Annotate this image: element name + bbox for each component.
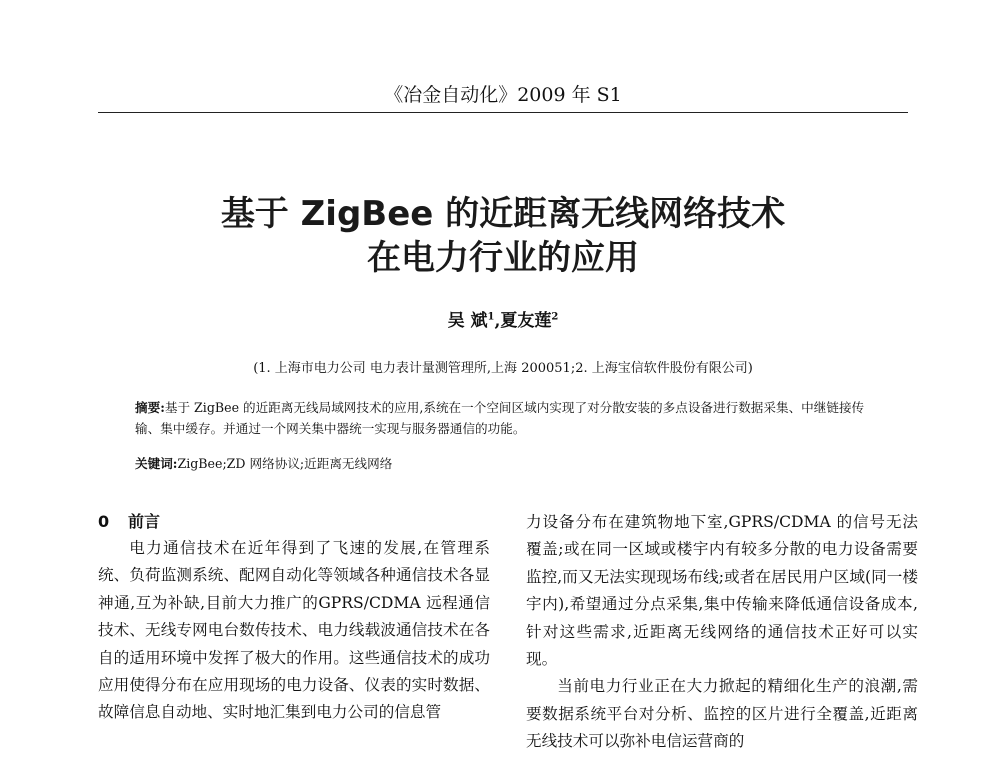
keywords-text: ZigBee;ZD 网络协议;近距离无线网络 <box>177 456 393 471</box>
affiliation: (1. 上海市电力公司 电力表计量测管理所,上海 200051;2. 上海宝信软件股份有限公司) <box>253 361 753 376</box>
body-paragraph: 电力通信技术在近年得到了飞速的发展,在管理系统、负荷监测系统、配网自动化等领域各种通信技术各显神通,互为补缺,目前大力推广的GPRS/CDMA 远程通信技术、无线专网电台数传技术、电力线载波通信技术在各自的适用环境中发挥了极大的作用。这些通信技术的成功应用使得分布在应用现场的电力设备、仪表的实时数据、故障信息自动地、实时地汇集到电力公司的信息管 <box>98 539 490 722</box>
section-title: 前言 <box>128 512 161 531</box>
title-line-1: 基于 ZigBee 的近距离无线网络技术 <box>220 194 786 234</box>
section-number: 0 <box>98 512 110 531</box>
author-affiliation-mark: 1 <box>487 311 495 323</box>
section-heading <box>98 509 490 535</box>
left-column <box>98 509 490 727</box>
title-line-2: 在电力行业的应用 <box>367 238 639 278</box>
journal-header: 《冶金自动化》2009 年 S1 <box>384 84 622 106</box>
abstract-label: 摘要: <box>135 400 165 415</box>
body-paragraph: 当前电力行业正在大力掀起的精细化生产的浪潮,需要数据系统平台对分析、监控的区片进行全覆盖,近距离无线技术可以弥补电信运营商的 <box>526 677 918 751</box>
author-affiliation-mark: 2 <box>551 311 559 323</box>
header-rule <box>98 112 908 113</box>
abstract-text: 基于 ZigBee 的近距离无线局域网技术的应用,系统在一个空间区域内实现了对分散安装的多点设备进行数据采集、中继链接传输、集中缓存。并通过一个网关集中器统一实现与服务器通信的功能。 <box>135 400 865 436</box>
author-name: 夏友莲 <box>500 311 552 331</box>
paper-title <box>98 192 908 280</box>
keywords <box>135 453 875 472</box>
keywords-label: 关键词: <box>135 456 178 471</box>
abstract <box>135 397 875 439</box>
author-separator: , <box>494 311 501 331</box>
author-name: 吴 斌 <box>447 311 488 331</box>
body-paragraph: 力设备分布在建筑物地下室,GPRS/CDMA 的信号无法覆盖;或在同一区域或楼宇内有较多分散的电力设备需要监控,而又无法实现现场布线;或者在居民用户区域(同一楼宇内),希望通过分点采集,集中传输来降低通信设备成本,针对这些需求,近距离无线网络的通信技术正好可以实现。 <box>526 513 918 669</box>
right-column <box>526 509 918 756</box>
author-list <box>98 306 908 331</box>
